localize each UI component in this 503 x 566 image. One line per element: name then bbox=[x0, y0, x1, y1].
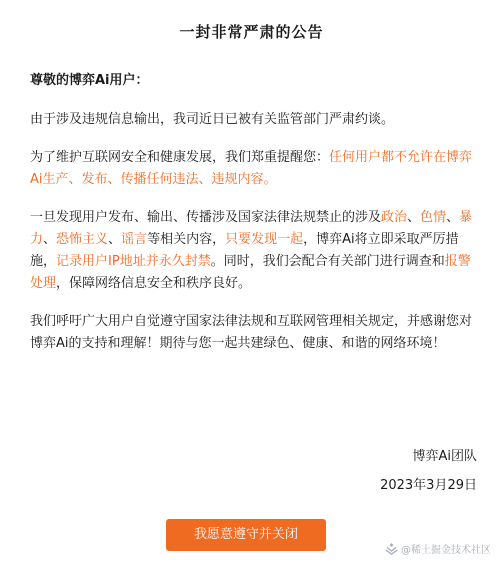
paragraph-notice: 由于涉及违规信息输出，我司近日已被有关监管部门严肃约谈。 bbox=[30, 112, 395, 127]
separator: 、 bbox=[407, 210, 421, 225]
paragraph-reminder bbox=[30, 147, 480, 191]
highlight-pornography: 色情 bbox=[420, 210, 447, 225]
watermark bbox=[385, 541, 491, 556]
highlight-rumors: 谣言 bbox=[121, 232, 148, 247]
paragraph-measures bbox=[30, 207, 480, 295]
juejin-logo-icon bbox=[385, 542, 398, 555]
separator: 、 bbox=[446, 210, 460, 225]
agree-and-close-button[interactable]: 我愿意遵守并关闭 bbox=[166, 519, 326, 551]
greeting: 尊敬的博弈Ai用户： bbox=[30, 73, 149, 88]
measures-text-2: 等相关内容， bbox=[147, 232, 226, 247]
separator: 、 bbox=[43, 232, 57, 247]
reminder-text: 为了维护互联网安全和健康发展，我们郑重提醒您： bbox=[30, 150, 330, 165]
paragraph-appeal: 我们呼吁广大用户自觉遵守国家法律法规和互联网管理相关规定，并感谢您对博弈Ai的支持和理解！期待与您一起共建绿色、健康、和谐的网络环境！ bbox=[30, 314, 473, 351]
highlight-ip-ban: 记录用户IP地址并永久封禁 bbox=[56, 254, 211, 269]
measures-text-3: ，博弈Ai将立即采取严厉措施， bbox=[30, 232, 459, 269]
dialog-content bbox=[30, 70, 480, 355]
signature-date: 2023年3月29日 bbox=[380, 478, 477, 493]
highlight-politics: 政治 bbox=[381, 210, 408, 225]
highlight-violence: 暴力 bbox=[30, 210, 473, 247]
reminder-highlight: 任何用户都不允许在博弈Ai生产、发布、传播任何违法、违规内容。 bbox=[30, 150, 473, 187]
measures-text-1: 一旦发现用户发布、输出、传播涉及国家法律法规禁止的涉及 bbox=[30, 210, 382, 225]
measures-text-5: ，保障网络信息安全和秩序良好。 bbox=[56, 276, 252, 291]
watermark-text: @稀土掘金技术社区 bbox=[401, 545, 491, 556]
signature-team: 博弈Ai团队 bbox=[412, 449, 477, 464]
measures-text-4: 。同时，我们会配合有关部门进行调查和 bbox=[210, 254, 445, 269]
highlight-police-report: 报警处理 bbox=[30, 254, 471, 291]
separator: 、 bbox=[108, 232, 122, 247]
highlight-terrorism: 恐怖主义 bbox=[56, 232, 109, 247]
highlight-once-found: 只要发现一起 bbox=[225, 232, 304, 247]
dialog-title: 一封非常严肃的公告 bbox=[179, 23, 324, 41]
